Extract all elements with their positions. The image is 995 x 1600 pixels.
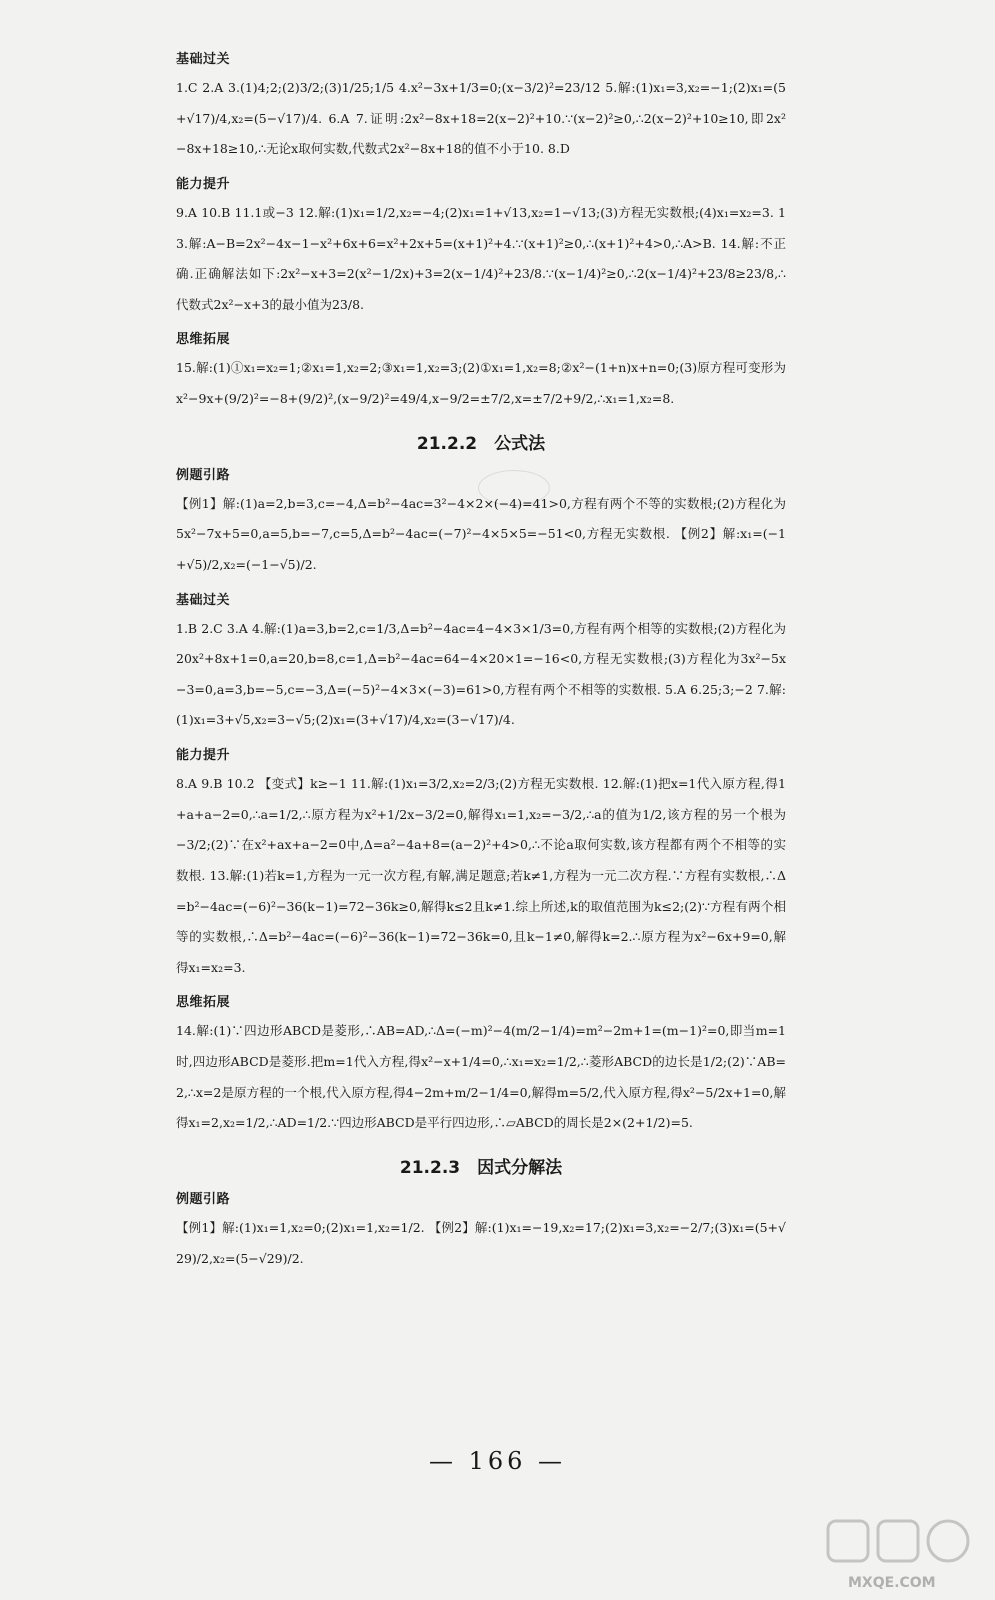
- section-ability-1: [176, 173, 786, 321]
- section-text: 1.C 2.A 3.(1)4;2;(2)3/2;(3)1/25;1/5 4.x²−3x+1/3=0;(x−3/2)²=23/12 5.解:(1)x₁=3,x₂=−1;(2)x₁=(5+√17)/4,x₂=(5−√17)/4. 6.A 7.证明:2x²−8x+18=2(x−2)²+10.∵(x−2)²≥0,∴2(x−2)²+10≥10,即2x²−8x+18≥10,∴无论x取何实数,代数式2x²−8x+18的值不小于10. 8.D: [176, 80, 786, 157]
- section-heading: 思维拓展: [176, 332, 231, 348]
- section-text: 9.A 10.B 11.1或−3 12.解:(1)x₁=1/2,x₂=−4;(2)x₁=1+√13,x₂=1−√13;(3)方程无实数根;(4)x₁=x₂=3. 13.解:A−B=2x²−4x−1−x²+6x+6=x²+2x+5=(x+1)²+4.∵(x+1)²≥0,∴(x+1)²+4>0,∴A>B. 14.解:不正确.正确解法如下:2x²−x+3=2(x²−1/2x)+3=2(x−1/4)²+23/8.∵(x−1/4)²≥0,∴2(x−1/4)²+23/8≥23/8,∴代数式2x²−x+3的最小值为23/8.: [176, 204, 786, 312]
- section-basic-2: [176, 589, 786, 737]
- section-heading: 例题引路: [176, 1191, 231, 1207]
- section-heading: 能力提升: [176, 748, 231, 763]
- section-example: [176, 464, 786, 581]
- answer-content: [176, 40, 786, 1274]
- section-thinking-2: [176, 991, 786, 1139]
- section-text: 14.解:(1)∵四边形ABCD是菱形,∴AB=AD,∴Δ=(−m)²−4(m/2−1/4)=m²−2m+1=(m−1)²=0,即当m=1时,四边形ABCD是菱形.把m=1代入方程,得x²−x+1/4=0,∴x₁=x₂=1/2,∴菱形ABCD的边长是1/2;(2)∵AB=2,∴x=2是原方程的一个根,代入原方程,得4−2m+m/2−1/4=0,解得m=5/2,代入原方程,得x²−5/2x+1=0,解得x₁=2,x₂=1/2,∴AD=1/2.∵四边形ABCD是平行四边形,∴▱ABCD的周长是2×(2+1/2)=5.: [176, 1023, 786, 1131]
- page-number: — 166 —: [428, 1447, 567, 1475]
- section-text: 1.B 2.C 3.A 4.解:(1)a=3,b=2,c=1/3,Δ=b²−4ac=4−4×3×1/3=0,方程有两个相等的实数根;(2)方程化为20x²+8x+1=0,a=20,b=8,c=1,Δ=b²−4ac=64−4×20×1=−16<0,方程无实数根;(3)方程化为3x²−5x−3=0,a=3,b=−5,c=−3,Δ=(−5)²−4×3×(−3)=61>0,方程有两个不相等的实数根. 5.A 6.25;3;−2 7.解:(1)x₁=3+√5,x₂=3−√5;(2)x₁=(3+√17)/4,x₂=(3−√17)/4.: [176, 620, 786, 728]
- section-text: 15.解:(1)①x₁=x₂=1;②x₁=1,x₂=2;③x₁=1,x₂=3;(2)①x₁=1,x₂=8;②x²−(1+n)x+n=0;(3)原方程可变形为x²−9x+(9/2)²=−8+(9/2)²,(x−9/2)²=49/4,x−9/2=±7/2,x=±7/2+9/2,∴x₁=1,x₂=8.: [176, 360, 786, 406]
- section-text: 8.A 9.B 10.2 【变式】k≥−1 11.解:(1)x₁=3/2,x₂=2/3;(2)方程无实数根. 12.解:(1)把x=1代入原方程,得1+a+a−2=0,∴a=1/2,∴原方程为x²+1/2x−3/2=0,解得x₁=1,x₂=−3/2,∴a的值为1/2,该方程的另一个根为−3/2;(2)∵在x²+ax+a−2=0中,Δ=a²−4a+8=(a−2)²+4>0,∴不论a取何实数,该方程都有两个不相等的实数根. 13.解:(1)若k=1,方程为一元一次方程,有解,满足题意;若k≠1,方程为一元二次方程.∵方程有实数根,∴Δ=b²−4ac=(−6)²−36(k−1)=72−36k≥0,解得k≤2且k≠1.综上所述,k的取值范围为k≤2;(2)∵方程有两个相等的实数根,∴Δ=b²−4ac=(−6)²−36(k−1)=72−36k=0,且k−1≠0,解得k=2.∴原方程为x²−6x+9=0,解得x₁=x₂=3.: [176, 776, 786, 975]
- chapter-title-formula: 21.2.2 公式法: [416, 433, 546, 454]
- chapter-title-factoring: 21.2.3 因式分解法: [399, 1157, 563, 1178]
- section-heading: 基础过关: [176, 52, 231, 67]
- section-basic-1: [176, 48, 786, 165]
- section-heading: 例题引路: [176, 467, 231, 483]
- section-heading: 能力提升: [176, 176, 231, 192]
- section-text: 【例1】解:(1)x₁=1,x₂=0;(2)x₁=1,x₂=1/2. 【例2】解:(1)x₁=−19,x₂=17;(2)x₁=3,x₂=−2/7;(3)x₁=(5+√29)/2,x₂=(5−√29)/2.: [176, 1219, 786, 1266]
- watermark-text: MXQE.COM: [848, 1575, 936, 1591]
- section-thinking-1: [176, 328, 786, 414]
- section-ability-2: [176, 744, 786, 983]
- section-text: 【例1】解:(1)a=2,b=3,c=−4,Δ=b²−4ac=3²−4×2×(−4)=41>0,方程有两个不等的实数根;(2)方程化为5x²−7x+5=0,a=5,b=−7,c=5,Δ=b²−4ac=(−7)²−4×5×5=−51<0,方程无实数根. 【例2】解:x₁=(−1+√5)/2,x₂=(−1−√5)/2.: [176, 495, 786, 572]
- section-heading: 基础过关: [176, 592, 231, 608]
- section-heading: 思维拓展: [176, 995, 231, 1011]
- section-example-2: [176, 1188, 786, 1274]
